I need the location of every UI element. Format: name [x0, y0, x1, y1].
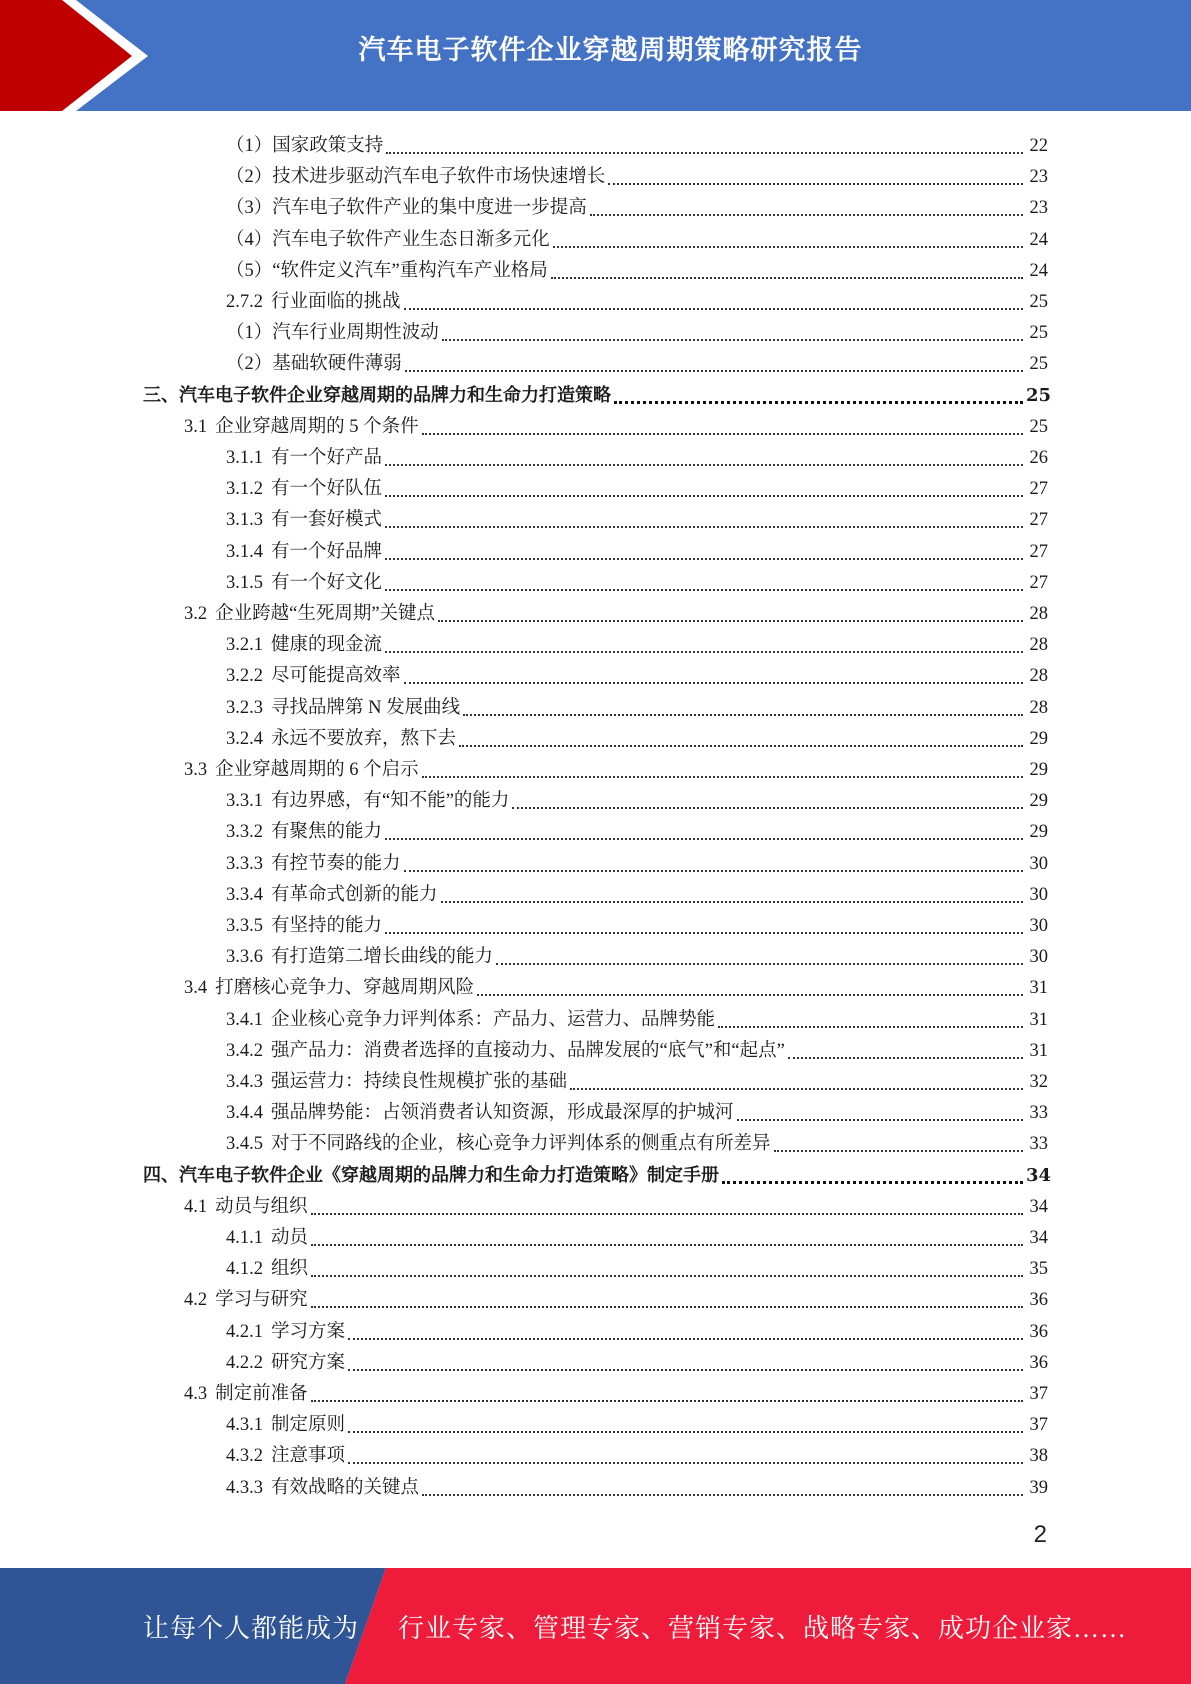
- toc-entry-page: 37: [1029, 1384, 1048, 1404]
- toc-entry[interactable]: [226, 1344, 1048, 1375]
- toc-dot-leader: [385, 475, 1023, 497]
- toc-entry-title: 永远不要放弃，熬下去: [271, 728, 457, 749]
- toc-entry-title: 企业穿越周期的 5 个条件: [215, 416, 419, 437]
- toc-entry-number: 3.3: [184, 760, 208, 780]
- toc-entry-title: 尽可能提高效率: [271, 666, 401, 687]
- toc-dot-leader: [614, 381, 1023, 404]
- toc-entry-page: 34: [1029, 1196, 1048, 1217]
- toc-entry-number: 3.1.3: [226, 510, 263, 531]
- toc-entry-page: 37: [1029, 1415, 1048, 1436]
- toc-entry-number: 3.2.4: [226, 728, 263, 749]
- footer-slogan-right: 行业专家、管理专家、营销专家、战略专家、成功企业家……: [398, 1614, 1128, 1643]
- toc-entry-page: 25: [1026, 384, 1052, 406]
- toc-dot-leader: [385, 538, 1023, 560]
- toc-entry-number: 3.1.4: [226, 541, 263, 562]
- toc-entry-number: 3.4.5: [226, 1134, 263, 1155]
- toc-entry-title: 有革命式创新的能力: [271, 884, 438, 905]
- toc-entry-title: 有一个好队伍: [271, 479, 383, 500]
- toc-entry-page: 30: [1029, 916, 1048, 936]
- toc-entry-page: 29: [1029, 760, 1048, 780]
- toc-dot-leader: [442, 319, 1023, 341]
- toc-dot-leader: [512, 787, 1023, 809]
- toc-entry-page: 34: [1029, 1228, 1048, 1248]
- toc-dot-leader: [590, 194, 1023, 216]
- toc-entry-number: 3.1.1: [226, 448, 263, 468]
- toc-dot-leader: [385, 631, 1023, 653]
- toc-dot-leader: [348, 1318, 1023, 1340]
- toc-entry[interactable]: [143, 377, 1052, 408]
- toc-entry-page: 31: [1029, 1009, 1048, 1030]
- toc-entry-page: 33: [1029, 1134, 1048, 1155]
- toc-entry-page: 29: [1029, 728, 1048, 749]
- toc-entry-number: （2）: [226, 354, 273, 375]
- toc-entry[interactable]: [226, 720, 1048, 751]
- toc-entry[interactable]: [226, 564, 1048, 595]
- toc-entry-page: 25: [1029, 292, 1048, 312]
- toc-entry[interactable]: [226, 657, 1048, 688]
- toc-entry-number: （1）: [226, 136, 273, 156]
- toc-dot-leader: [385, 444, 1023, 466]
- toc-entry-number: 三、: [143, 384, 179, 406]
- toc-entry[interactable]: [226, 876, 1048, 907]
- toc-entry-page: 27: [1029, 572, 1048, 593]
- toc-entry-number: 3.4.1: [226, 1009, 263, 1030]
- toc-entry-title: 有一套好模式: [271, 510, 383, 531]
- toc-entry-number: 3.3.6: [226, 947, 263, 968]
- toc-entry[interactable]: [226, 252, 1048, 283]
- toc-entry[interactable]: [226, 1125, 1048, 1156]
- toc-dot-leader: [311, 1286, 1023, 1308]
- toc-entry-number: （4）: [226, 229, 273, 250]
- toc-entry-number: 3.2: [184, 604, 208, 624]
- toc-entry-number: 4.2.1: [226, 1321, 263, 1342]
- toc-dot-leader: [553, 226, 1023, 248]
- toc-entry-number: 4.3: [184, 1384, 208, 1404]
- toc-entry[interactable]: [226, 283, 1048, 314]
- toc-entry-title: 有一个好品牌: [271, 541, 383, 562]
- toc-entry-number: 四、: [143, 1164, 179, 1186]
- toc-entry-page: 28: [1029, 635, 1048, 656]
- toc-entry[interactable]: [226, 1219, 1048, 1250]
- toc-entry-number: （1）: [226, 323, 273, 344]
- toc-entry-number: 4.1.1: [226, 1228, 263, 1248]
- toc-entry-title: 动员与组织: [215, 1196, 308, 1217]
- toc-entry-page: 33: [1029, 1103, 1048, 1124]
- toc-entry-page: 22: [1029, 136, 1048, 156]
- toc-entry-page: 31: [1029, 978, 1048, 999]
- toc-entry-page: 34: [1026, 1164, 1052, 1186]
- toc-dot-leader: [608, 163, 1023, 185]
- toc-dot-leader: [385, 818, 1023, 840]
- toc-dot-leader: [311, 1224, 1023, 1246]
- toc-dot-leader: [459, 725, 1023, 747]
- toc-dot-leader: [385, 569, 1023, 591]
- toc-entry[interactable]: [226, 127, 1048, 158]
- toc-entry-number: 4.1.2: [226, 1259, 263, 1280]
- toc-entry-number: 3.4.2: [226, 1040, 263, 1061]
- footer-slogan-left: 让每个人都能成为: [143, 1614, 360, 1643]
- toc-entry-title: 基础软硬件薄弱: [272, 354, 402, 375]
- toc-dot-leader: [774, 1130, 1023, 1152]
- toc-entry-number: 3.3.5: [226, 916, 263, 936]
- toc-entry-page: 26: [1029, 448, 1048, 468]
- toc-dot-leader: [788, 1037, 1023, 1059]
- toc-dot-leader: [404, 288, 1023, 310]
- toc-dot-leader: [311, 1380, 1023, 1402]
- toc-entry-number: 2.7.2: [226, 292, 263, 312]
- toc-dot-leader: [405, 350, 1023, 372]
- page-number: 2: [1033, 1521, 1047, 1548]
- toc-dot-leader: [348, 1349, 1023, 1371]
- toc-entry-title: 寻找品牌第 N 发展曲线: [271, 697, 461, 718]
- toc-entry-number: 4.3.3: [226, 1477, 263, 1498]
- toc-entry-page: 27: [1029, 510, 1048, 531]
- toc-entry-number: 4.1: [184, 1196, 208, 1217]
- toc-entry-number: 3.4.3: [226, 1072, 263, 1092]
- toc-entry[interactable]: [184, 408, 1048, 439]
- toc-entry-title: 打磨核心竞争力、穿越周期风险: [215, 978, 475, 999]
- page-footer: [0, 1568, 1191, 1684]
- toc-entry-page: 25: [1029, 323, 1048, 344]
- toc-entry-title: 组织: [271, 1259, 309, 1280]
- toc-entry[interactable]: [226, 189, 1048, 220]
- toc-entry-title: 有一个好产品: [271, 448, 383, 468]
- toc-entry-number: 4.2.2: [226, 1352, 263, 1373]
- toc-entry-title: 有聚焦的能力: [271, 822, 383, 843]
- toc-dot-leader: [385, 506, 1023, 528]
- toc-entry[interactable]: [226, 1437, 1048, 1468]
- toc-entry-title: 有控节奏的能力: [271, 853, 401, 874]
- toc-entry-title: 研究方案: [271, 1352, 346, 1373]
- toc-entry-title: 动员: [271, 1228, 309, 1248]
- toc-entry-number: 3.2.3: [226, 697, 263, 718]
- toc-entry-number: 3.3.4: [226, 884, 263, 905]
- toc-entry-number: （2）: [226, 167, 273, 188]
- toc-entry-title: 汽车电子软件企业穿越周期的品牌力和生命力打造策略: [179, 384, 611, 406]
- toc-entry-page: 36: [1029, 1290, 1048, 1311]
- toc-entry[interactable]: [226, 470, 1048, 501]
- toc-entry-page: 30: [1029, 884, 1048, 905]
- toc-dot-leader: [311, 1255, 1023, 1277]
- toc-dot-leader: [404, 662, 1023, 684]
- toc-dot-leader: [551, 257, 1023, 279]
- toc-entry[interactable]: [226, 501, 1048, 532]
- toc-entry[interactable]: [226, 1313, 1048, 1344]
- toc-entry-page: 36: [1029, 1352, 1048, 1373]
- toc-entry-page: 30: [1029, 853, 1048, 874]
- toc-entry-title: 技术进步驱动汽车电子软件市场快速增长: [272, 167, 606, 188]
- toc-entry-page: 23: [1029, 198, 1048, 219]
- toc-entry-page: 39: [1029, 1477, 1048, 1498]
- toc-entry[interactable]: [226, 689, 1048, 720]
- toc-entry[interactable]: [226, 626, 1048, 657]
- toc-dot-leader: [438, 600, 1023, 622]
- toc-entry-title: 对于不同路线的企业，核心竞争力评判体系的侧重点有所差异: [271, 1134, 771, 1155]
- toc-entry[interactable]: [226, 221, 1048, 252]
- toc-entry-title: 健康的现金流: [271, 635, 383, 656]
- toc-entry-title: 企业核心竞争力评判体系：产品力、运营力、品牌势能: [271, 1009, 716, 1030]
- toc-dot-leader: [348, 1411, 1023, 1433]
- toc-entry-page: 31: [1029, 1040, 1048, 1061]
- toc-entry-page: 35: [1029, 1259, 1048, 1280]
- toc-entry-title: 汽车电子软件产业的集中度进一步提高: [272, 198, 587, 219]
- header-title: 汽车电子软件企业穿越周期策略研究报告: [358, 35, 863, 66]
- toc-entry-page: 24: [1029, 260, 1048, 281]
- toc-dot-leader: [386, 132, 1023, 154]
- toc-entry-title: 制定原则: [271, 1415, 346, 1436]
- toc-entry[interactable]: [226, 782, 1048, 813]
- toc-entry[interactable]: [226, 158, 1048, 189]
- toc-entry-number: 3.2.2: [226, 666, 263, 687]
- toc-entry-number: （5）: [226, 260, 273, 281]
- toc-entry-number: 4.2: [184, 1290, 208, 1311]
- toc-entry-page: 36: [1029, 1321, 1048, 1342]
- toc-entry-title: 汽车电子软件产业生态日渐多元化: [272, 229, 550, 250]
- toc-entry-page: 25: [1029, 354, 1048, 375]
- toc-entry-page: 23: [1029, 167, 1048, 188]
- toc-entry-title: 强运营力：持续良性规模扩张的基础: [271, 1072, 568, 1092]
- toc-entry-title: 学习方案: [271, 1321, 346, 1342]
- toc-dot-leader: [718, 1006, 1023, 1028]
- toc-entry-title: 行业面临的挑战: [271, 292, 401, 312]
- toc-entry[interactable]: [226, 314, 1048, 345]
- toc-entry-title: 有坚持的能力: [271, 916, 383, 936]
- toc-dot-leader: [477, 974, 1023, 996]
- toc-entry-title: 汽车行业周期性波动: [272, 323, 439, 344]
- toc-dot-leader: [737, 1099, 1023, 1121]
- toc-entry-title: 国家政策支持: [272, 136, 384, 156]
- toc-entry[interactable]: [226, 938, 1048, 969]
- toc-entry[interactable]: [226, 1469, 1048, 1500]
- toc-entry[interactable]: [226, 345, 1048, 376]
- toc-dot-leader: [385, 912, 1023, 934]
- toc-entry-page: 38: [1029, 1446, 1048, 1467]
- toc-entry-page: 24: [1029, 229, 1048, 250]
- toc-entry-title: 学习与研究: [215, 1290, 308, 1311]
- toc-dot-leader: [722, 1161, 1023, 1184]
- toc-dot-leader: [441, 881, 1023, 903]
- toc-dot-leader: [404, 850, 1023, 872]
- toc-entry[interactable]: [184, 1281, 1048, 1312]
- toc-entry-title: 制定前准备: [215, 1384, 308, 1404]
- toc-entry-title: 有打造第二增长曲线的能力: [271, 947, 494, 968]
- toc-entry-title: 强品牌势能：占领消费者认知资源，形成最深厚的护城河: [271, 1103, 734, 1124]
- toc-entry-number: 4.3.2: [226, 1446, 263, 1467]
- toc-entry-title: “软件定义汽车”重构汽车产业格局: [272, 260, 548, 281]
- toc-entry-number: 3.1.5: [226, 572, 263, 593]
- toc-entry-number: 3.4: [184, 978, 208, 999]
- toc-entry-number: 3.3.3: [226, 853, 263, 874]
- toc-entry-page: 25: [1029, 416, 1048, 437]
- toc-entry-title: 有一个好文化: [271, 572, 383, 593]
- toc-entry[interactable]: [226, 1001, 1048, 1032]
- toc-entry-title: 注意事项: [271, 1446, 346, 1467]
- toc-entry[interactable]: [184, 1375, 1048, 1406]
- toc-entry[interactable]: [226, 439, 1048, 470]
- toc-entry[interactable]: [143, 1157, 1052, 1188]
- toc-entry[interactable]: [226, 1250, 1048, 1281]
- toc-dot-leader: [422, 1474, 1023, 1496]
- toc-entry[interactable]: [226, 533, 1048, 564]
- toc-entry-page: 30: [1029, 947, 1048, 968]
- toc-entry-number: 4.3.1: [226, 1415, 263, 1436]
- toc-entry-title: 有边界感，有“知不能”的能力: [271, 791, 510, 812]
- toc-dot-leader: [422, 756, 1023, 778]
- toc-dot-leader: [348, 1442, 1023, 1464]
- toc-entry-number: 3.1: [184, 416, 208, 437]
- toc-entry[interactable]: [184, 1188, 1048, 1219]
- toc-entry-page: 28: [1029, 666, 1048, 687]
- toc-entry[interactable]: [226, 1032, 1048, 1063]
- toc-dot-leader: [496, 943, 1023, 965]
- toc-entry-page: 29: [1029, 791, 1048, 812]
- toc-entry[interactable]: [226, 813, 1048, 844]
- toc-entry-title: 企业跨越“生死周期”关键点: [215, 604, 436, 624]
- toc-entry-page: 29: [1029, 822, 1048, 843]
- toc-dot-leader: [570, 1068, 1023, 1090]
- toc-entry-title: 有效战略的关键点: [271, 1477, 420, 1498]
- toc-entry[interactable]: [184, 595, 1048, 626]
- toc-entry[interactable]: [226, 1063, 1048, 1094]
- toc-entry[interactable]: [184, 969, 1048, 1000]
- toc-entry-page: 27: [1029, 541, 1048, 562]
- toc-dot-leader: [311, 1193, 1023, 1215]
- toc-entry-number: 3.3.2: [226, 822, 263, 843]
- toc-entry-page: 27: [1029, 479, 1048, 500]
- toc-entry[interactable]: [226, 907, 1048, 938]
- toc-entry-page: 28: [1029, 604, 1048, 624]
- toc-entry[interactable]: [184, 751, 1048, 782]
- toc-entry[interactable]: [226, 1406, 1048, 1437]
- toc-entry-number: 3.3.1: [226, 791, 263, 812]
- toc-entry-page: 28: [1029, 697, 1048, 718]
- toc-entry-page: 32: [1029, 1072, 1048, 1092]
- toc-entry-number: 3.2.1: [226, 635, 263, 656]
- toc-entry-title: 企业穿越周期的 6 个启示: [215, 760, 419, 780]
- toc-entry-number: 3.1.2: [226, 479, 263, 500]
- toc-entry-number: （3）: [226, 198, 273, 219]
- toc-entry[interactable]: [226, 1094, 1048, 1125]
- toc-entry-title: 汽车电子软件企业《穿越周期的品牌力和生命力打造策略》制定手册: [179, 1164, 719, 1186]
- toc-entry-title: 强产品力：消费者选择的直接动力、品牌发展的“底气”和“起点”: [271, 1040, 785, 1061]
- page-header: [0, 0, 1191, 111]
- toc-dot-leader: [422, 413, 1023, 435]
- toc-entry-number: 3.4.4: [226, 1103, 263, 1124]
- toc-dot-leader: [463, 694, 1023, 716]
- toc-entry[interactable]: [226, 845, 1048, 876]
